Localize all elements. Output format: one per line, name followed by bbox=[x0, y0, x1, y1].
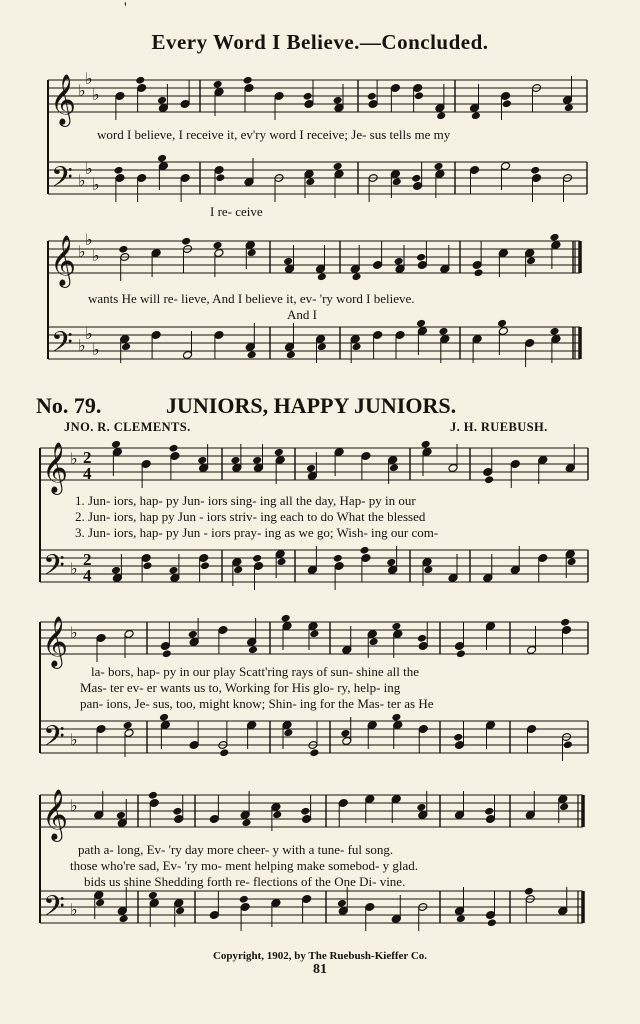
note-icon bbox=[303, 92, 313, 101]
note-icon bbox=[135, 76, 145, 85]
note-icon bbox=[95, 898, 105, 907]
note-icon bbox=[121, 342, 131, 351]
note-icon bbox=[300, 807, 310, 816]
note-icon bbox=[416, 319, 426, 328]
hymn-number: No. 79. bbox=[36, 393, 102, 418]
flat-sign-icon: ♭ bbox=[92, 85, 100, 104]
note-icon bbox=[247, 248, 257, 257]
note-icon bbox=[453, 733, 463, 742]
verse2-line3: those who're sad, Ev- 'ry mo- ment helping make somebod- y glad. bbox=[70, 858, 419, 873]
note-icon bbox=[286, 350, 296, 359]
note-icon bbox=[142, 561, 152, 570]
flat-sign-icon: ♭ bbox=[78, 336, 86, 355]
note-icon bbox=[549, 233, 559, 242]
bass-clef-icon: 𝄢 bbox=[43, 720, 65, 760]
flat-sign-icon: ♭ bbox=[70, 900, 78, 919]
note-icon bbox=[487, 918, 497, 927]
note-icon bbox=[276, 557, 286, 566]
verse3-line2: pan- ions, Je- sus, too, might know; Shin- ing for the Mas- ter as He bbox=[80, 696, 434, 711]
treble-clef-icon: 𝄞 bbox=[42, 789, 69, 840]
flat-sign-icon: ♭ bbox=[85, 69, 93, 88]
note-icon bbox=[272, 810, 282, 819]
note-icon bbox=[274, 448, 284, 457]
note-icon bbox=[391, 713, 401, 722]
note-icon bbox=[283, 257, 293, 266]
note-icon bbox=[116, 811, 126, 820]
note-icon bbox=[333, 554, 343, 563]
note-icon bbox=[484, 475, 494, 484]
note-icon bbox=[471, 111, 481, 120]
note-icon bbox=[162, 649, 172, 658]
note-icon bbox=[416, 253, 426, 262]
corner-mark: ' bbox=[124, 0, 127, 16]
note-icon bbox=[411, 174, 421, 183]
note-icon bbox=[248, 645, 258, 654]
verse2-line1: 2. Jun- iors, hap py Jun - iors striv- ing each to do What the blessed bbox=[75, 509, 426, 524]
note-icon bbox=[337, 899, 347, 908]
note-icon bbox=[200, 561, 210, 570]
note-icon bbox=[484, 807, 494, 816]
song1-system1-bass-lyric: I re- ceive bbox=[210, 204, 263, 219]
treble-clef-icon: 𝄞 bbox=[42, 616, 69, 667]
verse2-line2: Mas- ter ev- er wants us to, Working for His glo- ry, help- ing bbox=[80, 680, 401, 695]
note-icon bbox=[359, 546, 369, 555]
flat-sign-icon: ♭ bbox=[92, 340, 100, 359]
note-icon bbox=[456, 914, 466, 923]
note-icon bbox=[172, 807, 182, 816]
note-icon bbox=[436, 111, 446, 120]
note-icon bbox=[118, 245, 128, 254]
note-icon bbox=[417, 634, 427, 643]
note-icon bbox=[113, 166, 123, 175]
flat-sign-icon: ♭ bbox=[70, 449, 78, 468]
note-icon bbox=[305, 177, 315, 186]
verse3-line1: 3. Jun- iors, hap- py Jun - iors pray- ing as we go; Wish- ing our com- bbox=[75, 525, 439, 540]
bass-clef-icon: 𝄢 bbox=[51, 161, 73, 201]
note-icon bbox=[230, 456, 240, 465]
note-icon bbox=[559, 802, 569, 811]
verse1-line2: la- bors, hap- py in our play Scatt'ring rays of sun- shine all the bbox=[91, 664, 419, 679]
note-icon bbox=[181, 237, 191, 246]
note-icon bbox=[433, 162, 443, 171]
bass-clef-icon: 𝄢 bbox=[43, 549, 65, 589]
note-icon bbox=[333, 96, 343, 105]
continued-song-title: Every Word I Believe.—Concluded. bbox=[151, 30, 489, 54]
note-icon bbox=[239, 895, 249, 904]
note-icon bbox=[317, 342, 327, 351]
flat-sign-icon: ♭ bbox=[78, 171, 86, 190]
note-icon bbox=[560, 618, 570, 627]
composer-credit: J. H. RUEBUSH. bbox=[450, 420, 548, 434]
note-icon bbox=[212, 241, 222, 250]
note-icon bbox=[423, 565, 433, 574]
flat-sign-icon: ♭ bbox=[70, 796, 78, 815]
song2-system1-time-signature: 4 bbox=[83, 566, 92, 585]
note-icon bbox=[213, 80, 223, 89]
bass-clef-icon: 𝄢 bbox=[51, 326, 73, 366]
note-icon bbox=[119, 914, 129, 923]
note-icon bbox=[197, 456, 207, 465]
flat-sign-icon: ♭ bbox=[85, 159, 93, 178]
note-icon bbox=[148, 791, 158, 800]
flat-sign-icon: ♭ bbox=[70, 559, 78, 578]
note-icon bbox=[392, 177, 402, 186]
note-icon bbox=[309, 629, 319, 638]
note-icon bbox=[333, 162, 343, 171]
note-icon bbox=[369, 637, 379, 646]
note-icon bbox=[421, 440, 431, 449]
note-icon bbox=[526, 256, 536, 265]
note-icon bbox=[473, 268, 483, 277]
note-icon bbox=[123, 721, 133, 730]
note-icon bbox=[502, 99, 512, 108]
note-icon bbox=[157, 96, 167, 105]
note-icon bbox=[564, 103, 574, 112]
copyright-notice: Copyright, 1902, by The Ruebush-Kieffer Co. bbox=[212, 950, 428, 962]
note-icon bbox=[157, 154, 167, 163]
note-icon bbox=[497, 319, 507, 328]
note-icon bbox=[456, 649, 466, 658]
note-icon bbox=[549, 327, 559, 336]
verse1-line1: 1. Jun- iors, hap- py Jun- iors sing- ing all the day, Hap- py in our bbox=[75, 493, 416, 508]
hymn-title: JUNIORS, HAPPY JUNIORS. bbox=[166, 393, 457, 418]
song2-system1-time-signature: 2 bbox=[83, 448, 92, 467]
song1-system1-lyric: word I believe, I receive it, ev'ry word I receive; Je- sus tells me my bbox=[97, 127, 451, 142]
note-icon bbox=[317, 272, 327, 281]
note-icon bbox=[530, 166, 540, 175]
note-icon bbox=[283, 728, 293, 737]
treble-clef-icon: 𝄞 bbox=[50, 235, 77, 286]
note-icon bbox=[391, 622, 401, 631]
flat-sign-icon: ♭ bbox=[92, 175, 100, 194]
note-icon bbox=[111, 566, 121, 575]
note-icon bbox=[438, 327, 448, 336]
treble-clef-icon: 𝄞 bbox=[50, 74, 77, 125]
note-icon bbox=[367, 92, 377, 101]
song1-system2-bass-lyric: And I bbox=[287, 307, 317, 322]
flat-sign-icon: ♭ bbox=[92, 246, 100, 265]
verse1-line3: path a- long, Ev- 'ry day more cheer- y with a tune- ful song. bbox=[78, 842, 394, 857]
note-icon bbox=[252, 554, 262, 563]
song1-system2-lyric: wants He will re- lieve, And I believe it, ev- 'ry word I believe. bbox=[88, 291, 415, 306]
flat-sign-icon: ♭ bbox=[85, 230, 93, 249]
note-icon bbox=[233, 565, 243, 574]
flat-sign-icon: ♭ bbox=[70, 730, 78, 749]
note-icon bbox=[352, 272, 362, 281]
note-icon bbox=[389, 463, 399, 472]
flat-sign-icon: ♭ bbox=[78, 242, 86, 261]
note-icon bbox=[352, 342, 362, 351]
note-icon bbox=[168, 444, 178, 453]
note-icon bbox=[524, 887, 534, 896]
note-icon bbox=[416, 803, 426, 812]
flat-sign-icon: ♭ bbox=[78, 81, 86, 100]
note-icon bbox=[168, 566, 178, 575]
note-icon bbox=[215, 173, 225, 182]
note-icon bbox=[306, 464, 316, 473]
note-icon bbox=[148, 891, 158, 900]
song2-system1-time-signature: 2 bbox=[83, 550, 92, 569]
note-icon bbox=[111, 440, 121, 449]
note-icon bbox=[386, 558, 396, 567]
note-icon bbox=[281, 614, 291, 623]
note-icon bbox=[219, 748, 229, 757]
note-icon bbox=[340, 729, 350, 738]
note-icon bbox=[188, 630, 198, 639]
lyricist-credit: JNO. R. CLEMENTS. bbox=[64, 420, 191, 434]
note-icon bbox=[159, 713, 169, 722]
note-icon bbox=[563, 740, 573, 749]
note-icon bbox=[241, 818, 251, 827]
bass-clef-icon: 𝄢 bbox=[43, 890, 65, 930]
page-number: 81 bbox=[313, 962, 327, 977]
note-icon bbox=[247, 350, 257, 359]
flat-sign-icon: ♭ bbox=[85, 324, 93, 343]
verse3-line3: bids us shine Shedding forth re- flections of the One Di- vine. bbox=[84, 874, 406, 889]
note-icon bbox=[175, 906, 185, 915]
note-icon bbox=[252, 456, 262, 465]
note-icon bbox=[309, 748, 319, 757]
note-icon bbox=[567, 557, 577, 566]
flat-sign-icon: ♭ bbox=[70, 623, 78, 642]
note-icon bbox=[394, 257, 404, 266]
song2-system1-time-signature: 4 bbox=[83, 464, 92, 483]
treble-clef-icon: 𝄞 bbox=[42, 442, 69, 493]
note-icon bbox=[243, 76, 253, 85]
note-icon bbox=[414, 91, 424, 100]
